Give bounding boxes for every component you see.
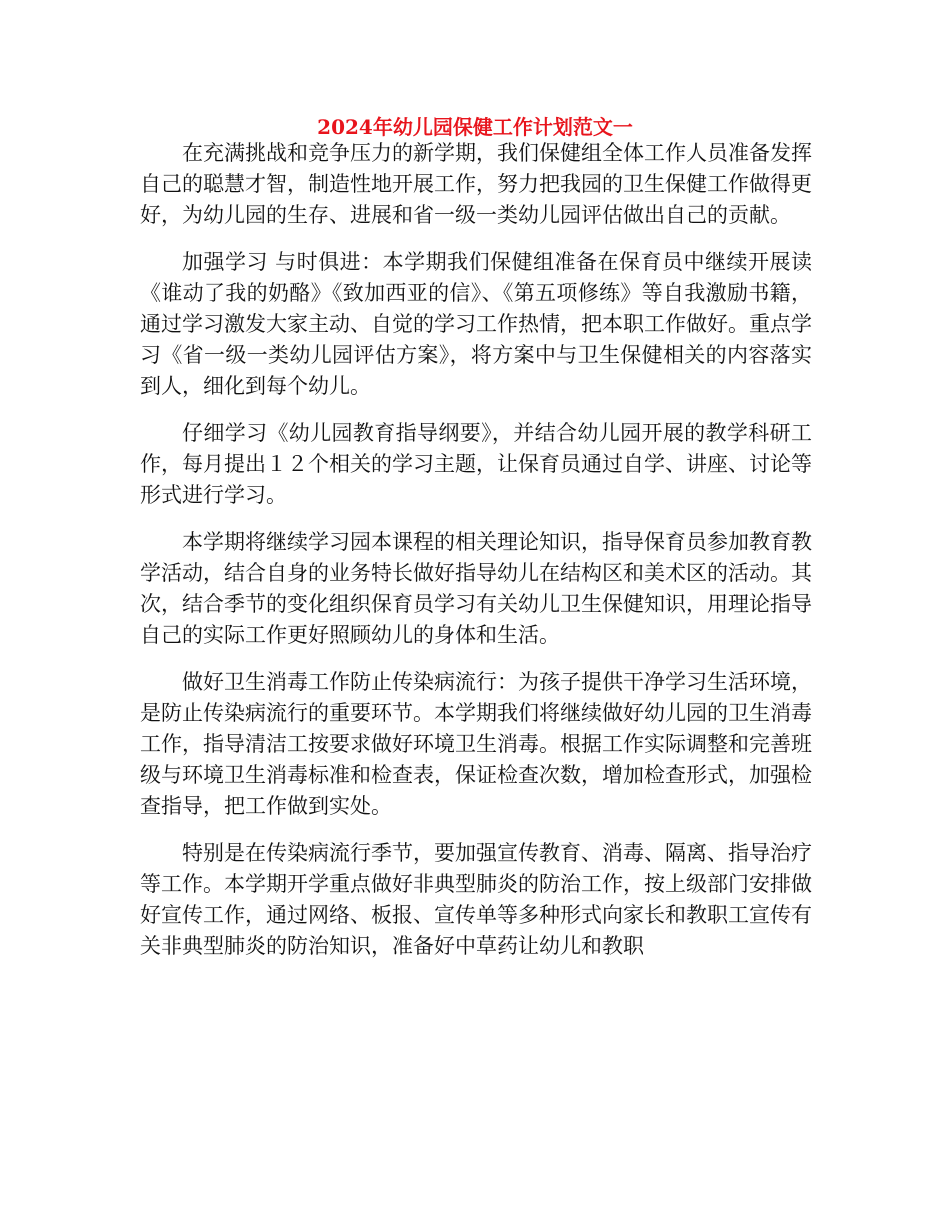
document-body (140, 138, 812, 962)
paragraph-study: 加强学习 与时俱进：本学期我们保健组准备在保育员中继续开展读《谁动了我的奶酪》《致加西亚的信》、《第五项修练》等自我激励书籍，通过学习激发大家主动、自觉的学习工作热情，把本职工作做好。重点学习《省一级一类幼儿园评估方案》，将方案中与卫生保健相关的内容落实到人，细化到每个幼儿。 (140, 250, 812, 398)
document-title: 2024年幼儿园保健工作计划范文一 (317, 115, 633, 139)
paragraph-epidemic: 特别是在传染病流行季节，要加强宣传教育、消毒、隔离、指导治疗等工作。本学期开学重点做好非典型肺炎的防治工作，按上级部门安排做好宣传工作，通过网络、板报、宣传单等多种形式向家长和教职工宣传有关非典型肺炎的防治知识，准备好中草药让幼儿和教职 (140, 841, 812, 958)
paragraph-curriculum: 本学期将继续学习园本课程的相关理论知识，指导保育员参加教育教学活动，结合自身的业务特长做好指导幼儿在结构区和美术区的活动。其次，结合季节的变化组织保育员学习有关幼儿卫生保健知识，用理论指导自己的实际工作更好照顾幼儿的身体和生活。 (140, 530, 812, 647)
paragraph-intro: 在充满挑战和竞争压力的新学期，我们保健组全体工作人员准备发挥自己的聪慧才智，制造性地开展工作，努力把我园的卫生保健工作做得更好，为幼儿园的生存、进展和省一级一类幼儿园评估做出自己的贡献。 (140, 141, 812, 227)
paragraph-disinfection: 做好卫生消毒工作防止传染病流行：为孩子提供干净学习生活环境，是防止传染病流行的重要环节。本学期我们将继续做好幼儿园的卫生消毒工作，指导清洁工按要求做好环境卫生消毒。根据工作实际调整和完善班级与环境卫生消毒标准和检查表，保证检查次数，增加检查形式，加强检查指导，把工作做到实处。 (140, 670, 812, 818)
paragraph-guideline: 仔细学习《幼儿园教育指导纲要》，并结合幼儿园开展的教学科研工作，每月提出１２个相关的学习主题，让保育员通过自学、讲座、讨论等形式进行学习。 (140, 421, 812, 507)
